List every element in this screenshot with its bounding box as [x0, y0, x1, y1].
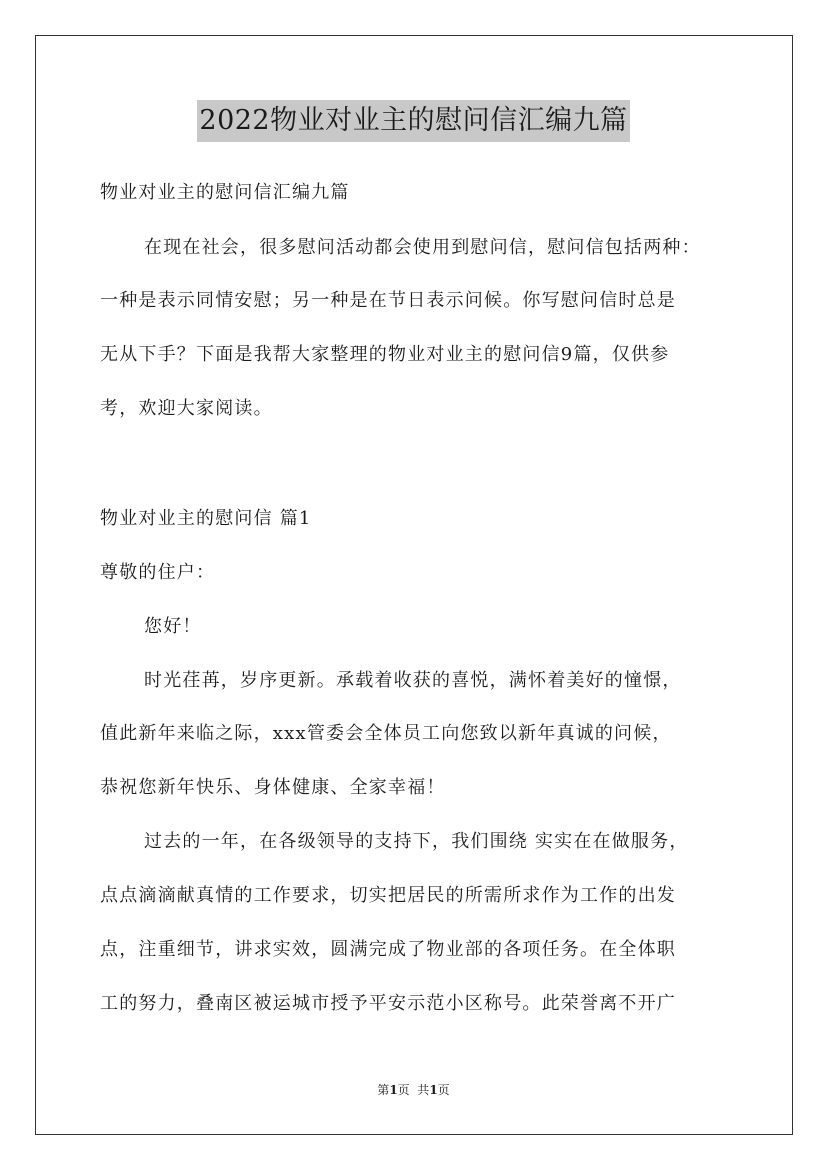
paragraph-line: 值此新年来临之际，xxx管委会全体员工向您致以新年真诚的问候， — [100, 723, 672, 744]
intro-line: 一种是表示同情安慰；另一种是在节日表示问候。你写慰问信时总是 — [100, 290, 676, 311]
title-container — [0, 100, 827, 142]
page-suffix: 页 — [437, 1083, 450, 1097]
paragraph-line: 过去的一年，在各级领导的支持下，我们围绕 实实在在做服务， — [144, 831, 689, 852]
document-title: 2022物业对业主的慰问信汇编九篇 — [197, 100, 629, 142]
intro-line: 考，欢迎大家阅读。 — [100, 398, 273, 419]
section-heading: 物业对业主的慰问信 篇1 — [100, 508, 312, 529]
greeting: 您好！ — [144, 616, 202, 637]
page-total: 1 — [429, 1083, 438, 1097]
paragraph-line: 点，注重细节，讲求实效，圆满完成了物业部的各项任务。在全体职 — [100, 939, 676, 960]
page-prefix: 第 — [377, 1083, 390, 1097]
paragraph-line: 点点滴滴献真情的工作要求，切实把居民的所需所求作为工作的出发 — [100, 885, 676, 906]
subtitle: 物业对业主的慰问信汇编九篇 — [100, 182, 350, 203]
paragraph-line: 时光荏苒，岁序更新。承载着收获的喜悦，满怀着美好的憧憬， — [144, 670, 682, 691]
salutation: 尊敬的住户： — [100, 562, 216, 583]
intro-line: 在现在社会，很多慰问活动都会使用到慰问信，慰问信包括两种： — [144, 237, 701, 258]
page-current: 1 — [389, 1083, 398, 1097]
intro-line: 无从下手？下面是我帮大家整理的物业对业主的慰问信9篇，仅供参 — [100, 344, 670, 365]
page-footer — [0, 1082, 827, 1098]
paragraph-line: 工的努力，叠南区被运城市授予平安示范小区称号。此荣誉离不开广 — [100, 993, 676, 1014]
paragraph-line: 恭祝您新年快乐、身体健康、全家幸福！ — [100, 777, 446, 798]
page-mid: 页 共 — [397, 1083, 430, 1097]
